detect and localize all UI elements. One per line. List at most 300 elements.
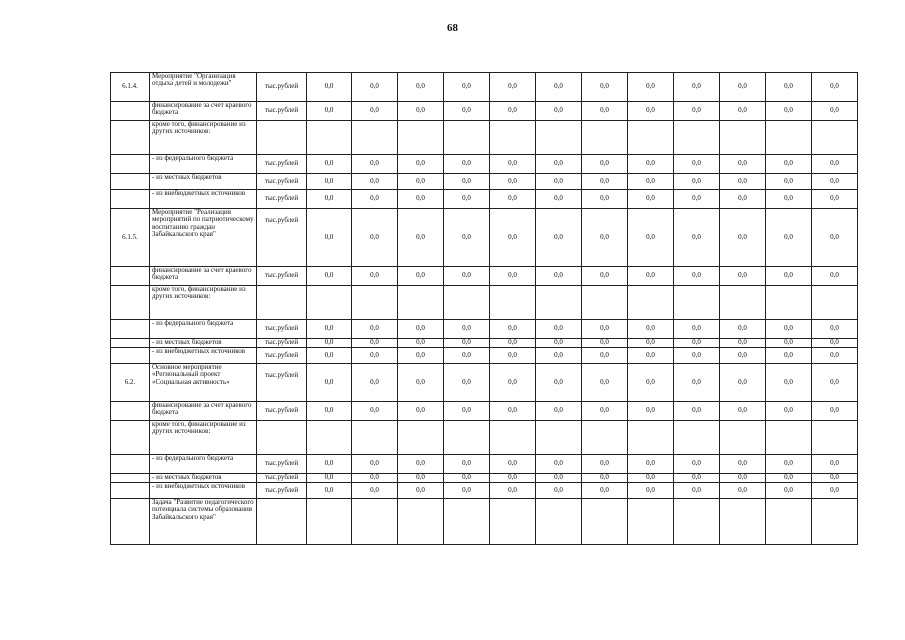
row-name-cell: кроме того, финансирование из других источников:: [150, 286, 257, 320]
row-name-cell: - из местных бюджетов: [150, 474, 257, 483]
unit-cell: тыс.рублей: [257, 209, 307, 267]
value-cell: 0,0: [490, 364, 536, 402]
value-cell: 0,0: [628, 209, 674, 267]
value-cell: 0,0: [444, 267, 490, 286]
value-cell: [352, 121, 398, 155]
value-cell: 0,0: [812, 348, 858, 364]
value-cell: 0,0: [352, 348, 398, 364]
row-number-cell: [111, 286, 150, 320]
value-cell: 0,0: [628, 102, 674, 121]
value-cell: 0,0: [444, 73, 490, 102]
table-row: [111, 339, 858, 348]
value-cell: 0,0: [674, 483, 720, 499]
row-name-cell: - из внебюджетных источников: [150, 348, 257, 364]
table-row: [111, 455, 858, 474]
value-cell: 0,0: [720, 339, 766, 348]
value-cell: 0,0: [720, 348, 766, 364]
table-row: [111, 102, 858, 121]
value-cell: 0,0: [490, 73, 536, 102]
value-cell: 0,0: [536, 190, 582, 209]
value-cell: 0,0: [766, 364, 812, 402]
row-number-cell: [111, 421, 150, 455]
value-cell: [720, 499, 766, 545]
value-cell: 0,0: [766, 190, 812, 209]
value-cell: 0,0: [444, 455, 490, 474]
value-cell: 0,0: [674, 339, 720, 348]
table-row: [111, 348, 858, 364]
value-cell: 0,0: [307, 348, 352, 364]
value-cell: [307, 421, 352, 455]
value-cell: 0,0: [536, 474, 582, 483]
value-cell: 0,0: [766, 155, 812, 174]
value-cell: 0,0: [352, 339, 398, 348]
value-cell: 0,0: [536, 455, 582, 474]
value-cell: 0,0: [352, 474, 398, 483]
value-cell: 0,0: [307, 474, 352, 483]
value-cell: 0,0: [490, 102, 536, 121]
value-cell: 0,0: [628, 455, 674, 474]
value-cell: 0,0: [536, 209, 582, 267]
value-cell: [720, 286, 766, 320]
value-cell: 0,0: [812, 320, 858, 339]
table-row: [111, 421, 858, 455]
value-cell: [536, 421, 582, 455]
value-cell: 0,0: [674, 174, 720, 190]
value-cell: 0,0: [352, 155, 398, 174]
value-cell: 0,0: [582, 320, 628, 339]
value-cell: 0,0: [307, 267, 352, 286]
value-cell: 0,0: [490, 474, 536, 483]
value-cell: 0,0: [352, 102, 398, 121]
value-cell: 0,0: [628, 364, 674, 402]
value-cell: 0,0: [720, 483, 766, 499]
value-cell: 0,0: [674, 474, 720, 483]
value-cell: 0,0: [674, 102, 720, 121]
value-cell: 0,0: [582, 402, 628, 421]
value-cell: 0,0: [674, 320, 720, 339]
table-row: [111, 364, 858, 402]
value-cell: 0,0: [628, 267, 674, 286]
value-cell: [582, 421, 628, 455]
value-cell: [536, 499, 582, 545]
table-row: [111, 402, 858, 421]
value-cell: 0,0: [674, 155, 720, 174]
table-row: [111, 483, 858, 499]
value-cell: 0,0: [352, 364, 398, 402]
unit-cell: тыс.рублей: [257, 339, 307, 348]
value-cell: [536, 286, 582, 320]
value-cell: 0,0: [674, 73, 720, 102]
value-cell: 0,0: [536, 174, 582, 190]
row-number-cell: [111, 483, 150, 499]
value-cell: 0,0: [536, 483, 582, 499]
value-cell: [352, 421, 398, 455]
row-number-cell: [111, 339, 150, 348]
value-cell: 0,0: [766, 73, 812, 102]
value-cell: 0,0: [398, 267, 444, 286]
value-cell: [628, 421, 674, 455]
value-cell: [444, 499, 490, 545]
value-cell: 0,0: [766, 455, 812, 474]
value-cell: 0,0: [628, 174, 674, 190]
value-cell: 0,0: [536, 348, 582, 364]
row-number-cell: 6.1.4.: [111, 73, 150, 102]
unit-cell: тыс.рублей: [257, 483, 307, 499]
value-cell: 0,0: [766, 402, 812, 421]
value-cell: 0,0: [536, 155, 582, 174]
value-cell: 0,0: [444, 339, 490, 348]
value-cell: [444, 421, 490, 455]
row-name-cell: - из федерального бюджета: [150, 455, 257, 474]
value-cell: [674, 286, 720, 320]
value-cell: 0,0: [720, 474, 766, 483]
value-cell: 0,0: [674, 190, 720, 209]
table-row: [111, 73, 858, 102]
value-cell: [490, 121, 536, 155]
value-cell: 0,0: [536, 73, 582, 102]
value-cell: 0,0: [490, 174, 536, 190]
value-cell: 0,0: [307, 364, 352, 402]
value-cell: [307, 121, 352, 155]
value-cell: [444, 121, 490, 155]
value-cell: 0,0: [812, 267, 858, 286]
value-cell: 0,0: [674, 348, 720, 364]
value-cell: 0,0: [628, 320, 674, 339]
value-cell: 0,0: [582, 102, 628, 121]
value-cell: 0,0: [628, 348, 674, 364]
value-cell: 0,0: [490, 320, 536, 339]
row-name-cell: - из внебюджетных источников: [150, 483, 257, 499]
value-cell: 0,0: [352, 267, 398, 286]
table-row: [111, 320, 858, 339]
row-number-cell: [111, 474, 150, 483]
value-cell: [307, 286, 352, 320]
table-row: [111, 267, 858, 286]
value-cell: 0,0: [720, 455, 766, 474]
value-cell: 0,0: [352, 483, 398, 499]
value-cell: 0,0: [490, 339, 536, 348]
value-cell: 0,0: [628, 483, 674, 499]
row-name-cell: - из федерального бюджета: [150, 320, 257, 339]
value-cell: 0,0: [307, 455, 352, 474]
value-cell: 0,0: [444, 155, 490, 174]
row-number-cell: [111, 455, 150, 474]
value-cell: 0,0: [444, 402, 490, 421]
value-cell: 0,0: [582, 339, 628, 348]
unit-cell: тыс.рублей: [257, 348, 307, 364]
value-cell: 0,0: [720, 102, 766, 121]
value-cell: 0,0: [352, 320, 398, 339]
value-cell: [674, 121, 720, 155]
unit-cell: тыс.рублей: [257, 190, 307, 209]
value-cell: 0,0: [766, 267, 812, 286]
table-row: [111, 174, 858, 190]
row-name-cell: - из внебюджетных источников: [150, 190, 257, 209]
value-cell: 0,0: [398, 402, 444, 421]
value-cell: 0,0: [352, 402, 398, 421]
value-cell: 0,0: [398, 348, 444, 364]
row-name-cell: финансирование за счет краевого бюджета: [150, 402, 257, 421]
row-number-cell: [111, 155, 150, 174]
row-name-cell: Основное мероприятие «Региональный проект «Социальная активность»: [150, 364, 257, 402]
value-cell: 0,0: [628, 339, 674, 348]
unit-cell: тыс.рублей: [257, 267, 307, 286]
value-cell: 0,0: [766, 339, 812, 348]
value-cell: 0,0: [536, 364, 582, 402]
row-number-cell: [111, 348, 150, 364]
value-cell: [582, 286, 628, 320]
value-cell: [398, 121, 444, 155]
table-row: [111, 190, 858, 209]
value-cell: 0,0: [720, 320, 766, 339]
value-cell: 0,0: [490, 190, 536, 209]
value-cell: 0,0: [812, 402, 858, 421]
value-cell: [628, 499, 674, 545]
value-cell: [352, 286, 398, 320]
value-cell: 0,0: [352, 209, 398, 267]
value-cell: 0,0: [674, 364, 720, 402]
row-number-cell: [111, 190, 150, 209]
value-cell: [720, 121, 766, 155]
value-cell: 0,0: [352, 174, 398, 190]
value-cell: 0,0: [674, 209, 720, 267]
value-cell: 0,0: [490, 209, 536, 267]
value-cell: 0,0: [766, 102, 812, 121]
value-cell: 0,0: [812, 209, 858, 267]
unit-cell: тыс.рублей: [257, 174, 307, 190]
value-cell: 0,0: [444, 190, 490, 209]
unit-cell: тыс.рублей: [257, 474, 307, 483]
value-cell: 0,0: [444, 320, 490, 339]
value-cell: 0,0: [582, 474, 628, 483]
row-name-cell: Задача "Развитие педагогического потенциала системы образования Забайкальского края": [150, 499, 257, 545]
value-cell: 0,0: [812, 102, 858, 121]
value-cell: [812, 121, 858, 155]
value-cell: 0,0: [766, 174, 812, 190]
value-cell: 0,0: [720, 209, 766, 267]
value-cell: [674, 421, 720, 455]
row-number-cell: [111, 267, 150, 286]
row-name-cell: кроме того, финансирование из других источников:: [150, 421, 257, 455]
value-cell: [398, 286, 444, 320]
page-number: 68: [447, 22, 458, 34]
value-cell: 0,0: [307, 320, 352, 339]
value-cell: 0,0: [490, 267, 536, 286]
row-name-cell: финансирование за счет краевого бюджета: [150, 267, 257, 286]
value-cell: 0,0: [766, 209, 812, 267]
value-cell: 0,0: [582, 364, 628, 402]
value-cell: 0,0: [444, 364, 490, 402]
row-name-cell: Мероприятие "Реализация мероприятий по патриотическому воспитанию граждан Забайкальского края": [150, 209, 257, 267]
value-cell: 0,0: [812, 339, 858, 348]
row-name-cell: финансирование за счет краевого бюджета: [150, 102, 257, 121]
value-cell: 0,0: [398, 174, 444, 190]
unit-cell: тыс.рублей: [257, 455, 307, 474]
unit-cell: тыс.рублей: [257, 364, 307, 402]
value-cell: 0,0: [720, 174, 766, 190]
table-row: [111, 474, 858, 483]
value-cell: 0,0: [674, 402, 720, 421]
value-cell: 0,0: [720, 155, 766, 174]
value-cell: [766, 121, 812, 155]
value-cell: 0,0: [307, 339, 352, 348]
value-cell: 0,0: [766, 348, 812, 364]
row-number-cell: 6.1.5.: [111, 209, 150, 267]
value-cell: 0,0: [720, 190, 766, 209]
row-name-cell: - из местных бюджетов: [150, 339, 257, 348]
row-number-cell: [111, 121, 150, 155]
value-cell: 0,0: [398, 209, 444, 267]
value-cell: [766, 286, 812, 320]
unit-cell: тыс.рублей: [257, 155, 307, 174]
value-cell: [674, 499, 720, 545]
unit-cell: тыс.рублей: [257, 320, 307, 339]
value-cell: [490, 499, 536, 545]
value-cell: [307, 499, 352, 545]
value-cell: 0,0: [398, 339, 444, 348]
row-number-cell: [111, 402, 150, 421]
value-cell: 0,0: [582, 455, 628, 474]
table-row: [111, 286, 858, 320]
row-number-cell: [111, 102, 150, 121]
value-cell: 0,0: [812, 474, 858, 483]
value-cell: 0,0: [352, 455, 398, 474]
value-cell: 0,0: [398, 474, 444, 483]
value-cell: [444, 286, 490, 320]
value-cell: 0,0: [720, 73, 766, 102]
value-cell: [812, 421, 858, 455]
value-cell: 0,0: [628, 155, 674, 174]
value-cell: 0,0: [307, 174, 352, 190]
value-cell: [352, 499, 398, 545]
value-cell: 0,0: [582, 190, 628, 209]
value-cell: 0,0: [812, 364, 858, 402]
value-cell: 0,0: [582, 209, 628, 267]
value-cell: 0,0: [444, 483, 490, 499]
value-cell: 0,0: [490, 348, 536, 364]
value-cell: [628, 121, 674, 155]
value-cell: 0,0: [307, 402, 352, 421]
value-cell: 0,0: [307, 483, 352, 499]
value-cell: 0,0: [490, 455, 536, 474]
value-cell: [812, 499, 858, 545]
value-cell: 0,0: [398, 320, 444, 339]
value-cell: 0,0: [812, 155, 858, 174]
value-cell: 0,0: [490, 483, 536, 499]
value-cell: 0,0: [307, 190, 352, 209]
financing-table: [110, 72, 858, 545]
unit-cell: тыс.рублей: [257, 402, 307, 421]
unit-cell: [257, 499, 307, 545]
value-cell: 0,0: [674, 267, 720, 286]
value-cell: 0,0: [812, 483, 858, 499]
row-number-cell: [111, 174, 150, 190]
value-cell: 0,0: [398, 455, 444, 474]
value-cell: 0,0: [307, 155, 352, 174]
unit-cell: [257, 121, 307, 155]
table-row: [111, 209, 858, 267]
value-cell: 0,0: [812, 190, 858, 209]
value-cell: 0,0: [582, 174, 628, 190]
unit-cell: [257, 286, 307, 320]
value-cell: 0,0: [628, 73, 674, 102]
value-cell: 0,0: [582, 348, 628, 364]
value-cell: [766, 499, 812, 545]
value-cell: 0,0: [307, 73, 352, 102]
value-cell: 0,0: [536, 402, 582, 421]
value-cell: 0,0: [444, 102, 490, 121]
row-name-cell: Мероприятие "Организация отдыха детей и молодежи": [150, 73, 257, 102]
value-cell: 0,0: [352, 73, 398, 102]
value-cell: 0,0: [582, 483, 628, 499]
value-cell: [582, 121, 628, 155]
value-cell: 0,0: [766, 483, 812, 499]
value-cell: 0,0: [398, 102, 444, 121]
value-cell: 0,0: [812, 73, 858, 102]
row-number-cell: 6.2.: [111, 364, 150, 402]
value-cell: 0,0: [536, 102, 582, 121]
value-cell: 0,0: [766, 474, 812, 483]
value-cell: [490, 286, 536, 320]
value-cell: 0,0: [628, 474, 674, 483]
value-cell: [398, 421, 444, 455]
value-cell: 0,0: [398, 364, 444, 402]
value-cell: 0,0: [536, 267, 582, 286]
value-cell: [628, 286, 674, 320]
row-number-cell: [111, 499, 150, 545]
table-row: [111, 155, 858, 174]
value-cell: 0,0: [582, 155, 628, 174]
table-row: [111, 121, 858, 155]
value-cell: [766, 421, 812, 455]
value-cell: 0,0: [628, 402, 674, 421]
unit-cell: [257, 421, 307, 455]
table-row: [111, 499, 858, 545]
value-cell: 0,0: [582, 73, 628, 102]
value-cell: 0,0: [720, 402, 766, 421]
value-cell: 0,0: [536, 320, 582, 339]
value-cell: 0,0: [582, 267, 628, 286]
value-cell: 0,0: [307, 209, 352, 267]
value-cell: 0,0: [398, 190, 444, 209]
value-cell: 0,0: [490, 402, 536, 421]
value-cell: 0,0: [444, 348, 490, 364]
value-cell: 0,0: [398, 155, 444, 174]
value-cell: 0,0: [444, 474, 490, 483]
row-number-cell: [111, 320, 150, 339]
value-cell: 0,0: [766, 320, 812, 339]
value-cell: [720, 421, 766, 455]
row-name-cell: кроме того, финансирование из других источников:: [150, 121, 257, 155]
value-cell: 0,0: [444, 174, 490, 190]
value-cell: 0,0: [398, 73, 444, 102]
value-cell: 0,0: [536, 339, 582, 348]
row-name-cell: - из местных бюджетов: [150, 174, 257, 190]
unit-cell: тыс.рублей: [257, 102, 307, 121]
unit-cell: тыс.рублей: [257, 73, 307, 102]
value-cell: [536, 121, 582, 155]
row-name-cell: - из федерального бюджета: [150, 155, 257, 174]
value-cell: [582, 499, 628, 545]
value-cell: 0,0: [444, 209, 490, 267]
value-cell: 0,0: [720, 267, 766, 286]
value-cell: 0,0: [490, 155, 536, 174]
value-cell: [398, 499, 444, 545]
value-cell: 0,0: [674, 455, 720, 474]
value-cell: 0,0: [812, 174, 858, 190]
value-cell: [812, 286, 858, 320]
value-cell: [490, 421, 536, 455]
